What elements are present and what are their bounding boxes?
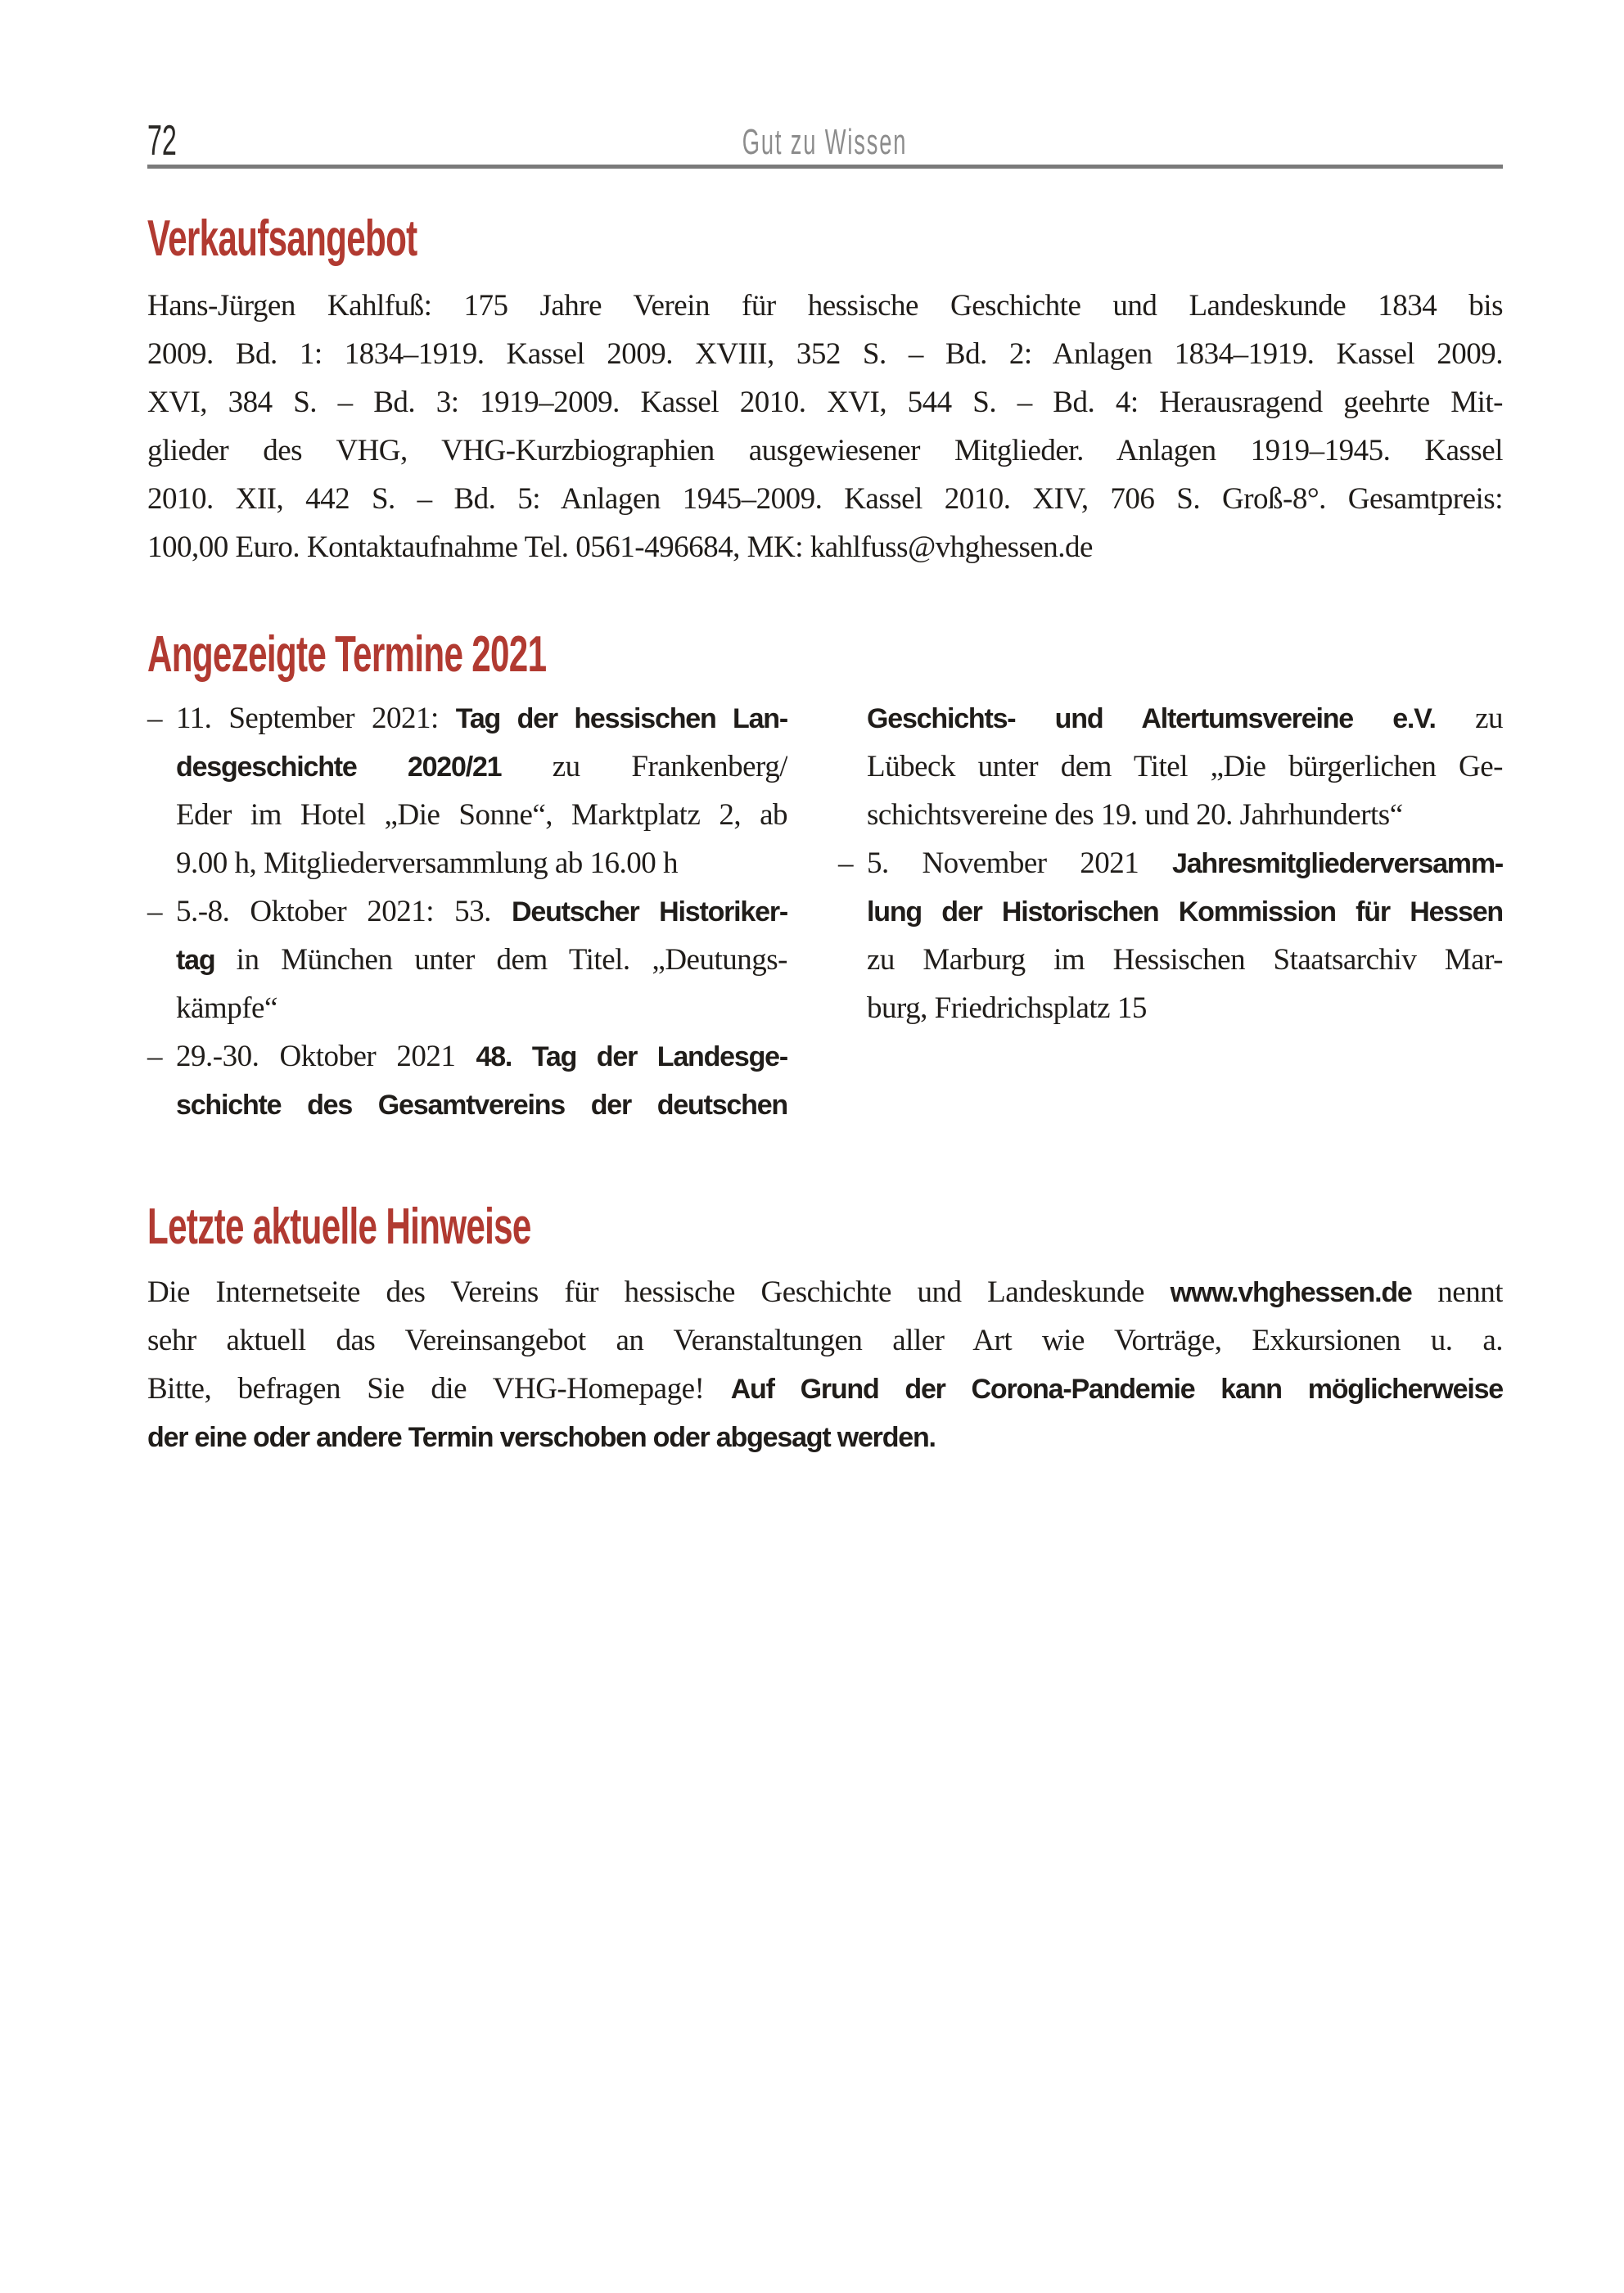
text-line bbox=[147, 1365, 1503, 1413]
text-run: 11. September 2021: bbox=[176, 702, 456, 735]
text-run: zu Frankenberg/ bbox=[552, 750, 787, 783]
text-line bbox=[147, 427, 1503, 475]
bullet-dash: – bbox=[838, 846, 854, 880]
text-line bbox=[176, 694, 787, 743]
bold-text-run: www.vhghessen.de bbox=[1170, 1277, 1412, 1308]
text-run: schichtsvereine des 19. und 20. Jahrhunderts“ bbox=[867, 798, 1403, 832]
text-run: Hans-Jürgen Kahlfuß: 175 Jahre Verein für hessische Geschichte und Landeskunde 1834 bis bbox=[147, 289, 1503, 323]
text-run: in München unter dem Titel. „Deutungs- bbox=[236, 943, 787, 977]
text-run: XVI, 384 S. – Bd. 3: 1919–2009. Kassel 2010. XVI, 544 S. – Bd. 4: Herausragend geehrte Mit- bbox=[147, 386, 1503, 419]
bold-text-run: Tag der hessischen Lan- bbox=[455, 703, 787, 734]
bold-text-run: lung der Historischen Kommission für Hessen bbox=[867, 896, 1503, 928]
list-item bbox=[147, 887, 787, 1032]
text-run: 29.-30. Oktober 2021 bbox=[176, 1040, 476, 1073]
text-line bbox=[867, 984, 1503, 1032]
text-run: 2010. XII, 442 S. – Bd. 5: Anlagen 1945–2009. Kassel 2010. XIV, 706 S. Groß-8°. Gesamtpreis: bbox=[147, 482, 1503, 516]
bold-text-run: Geschichts- und Altertumsvereine e.V. bbox=[867, 703, 1476, 734]
text-line bbox=[867, 694, 1503, 743]
text-line bbox=[176, 1032, 787, 1081]
text-line bbox=[176, 887, 787, 936]
bold-text-run: Auf Grund der Corona-Pandemie kann möglicherweise bbox=[730, 1374, 1503, 1405]
running-header bbox=[147, 124, 1503, 160]
list-item bbox=[147, 1032, 787, 1129]
text-run: Die Internetseite des Vereins für hessische Geschichte und Landeskunde bbox=[147, 1275, 1171, 1309]
text-run: 9.00 h, Mitgliederversammlung ab 16.00 h bbox=[176, 846, 679, 880]
text-run: zu Marburg im Hessischen Staatsarchiv Mar- bbox=[867, 943, 1503, 977]
section-title-hinweise: Letzte aktuelle Hinweise bbox=[147, 1198, 531, 1255]
text-line bbox=[147, 1268, 1503, 1316]
bold-text-run: Deutscher Historiker- bbox=[512, 896, 787, 928]
text-run: Bitte, befragen Sie die VHG-Homepage! bbox=[147, 1372, 731, 1406]
bullet-dash: – bbox=[147, 895, 163, 928]
text-run: Eder im Hotel „Die Sonne“, Marktplatz 2, ab bbox=[176, 798, 787, 832]
text-line bbox=[147, 282, 1503, 330]
text-line bbox=[176, 791, 787, 839]
bold-text-run: schichte des Gesamtvereins der deutschen bbox=[176, 1090, 787, 1121]
text-run: 100,00 Euro. Kontaktaufnahme Tel. 0561-496684, MK: kahlfuss@vhghessen.de bbox=[147, 530, 1093, 564]
termine-column-right bbox=[838, 694, 1503, 1129]
bold-text-run: desgeschichte 2020/21 bbox=[176, 752, 553, 783]
text-run: 2009. Bd. 1: 1834–1919. Kassel 2009. XVIII, 352 S. – Bd. 2: Anlagen 1834–1919. Kassel 2009. bbox=[147, 337, 1503, 371]
list-item bbox=[838, 694, 1503, 839]
list-item bbox=[838, 839, 1503, 1032]
text-run: Lübeck unter dem Titel „Die bürgerlichen Ge- bbox=[867, 750, 1503, 783]
bold-text-run: 48. Tag der Landesge- bbox=[476, 1041, 787, 1072]
bullet-dash: – bbox=[147, 702, 163, 735]
text-run: 5. November 2021 bbox=[867, 846, 1173, 880]
bullet-dash: – bbox=[147, 1040, 163, 1073]
verkaufsangebot-paragraph bbox=[147, 282, 1503, 571]
text-line bbox=[176, 743, 787, 791]
termine-columns bbox=[147, 694, 1503, 1129]
page-content bbox=[147, 210, 1503, 1461]
text-line bbox=[176, 936, 787, 984]
text-run: burg, Friedrichsplatz 15 bbox=[867, 991, 1147, 1025]
text-line bbox=[147, 330, 1503, 378]
text-run: 5.-8. Oktober 2021: 53. bbox=[176, 895, 512, 928]
text-run: sehr aktuell das Vereinsangebot an Veranstaltungen aller Art wie Vorträge, Exkursionen u. a. bbox=[147, 1324, 1503, 1357]
bold-text-run: Jahresmitgliederversamm- bbox=[1172, 848, 1503, 879]
page-number: 72 bbox=[147, 117, 177, 165]
text-line bbox=[867, 743, 1503, 791]
text-run: glieder des VHG, VHG-Kurzbiographien ausgewiesener Mitglieder. Anlagen 1919–1945. Kassel bbox=[147, 434, 1503, 467]
text-line bbox=[176, 1081, 787, 1129]
list-item bbox=[147, 694, 787, 887]
text-line bbox=[147, 1316, 1503, 1365]
section-title-verkaufsangebot: Verkaufsangebot bbox=[147, 210, 417, 267]
text-line bbox=[176, 984, 787, 1032]
termine-column-left bbox=[147, 694, 787, 1129]
text-run: nennt bbox=[1411, 1275, 1503, 1309]
section-title-termine: Angezeigte Termine 2021 bbox=[147, 626, 547, 683]
bold-text-run: tag bbox=[176, 945, 237, 976]
text-run: zu bbox=[1475, 702, 1503, 735]
text-line bbox=[867, 839, 1503, 887]
running-title: Gut zu Wissen bbox=[742, 122, 908, 162]
text-line bbox=[867, 887, 1503, 936]
text-line bbox=[867, 936, 1503, 984]
text-line bbox=[867, 791, 1503, 839]
header-rule bbox=[147, 165, 1503, 169]
text-line bbox=[147, 378, 1503, 427]
text-run: kämpfe“ bbox=[176, 991, 277, 1025]
text-line bbox=[176, 839, 787, 887]
text-line bbox=[147, 475, 1503, 523]
hinweise-paragraph bbox=[147, 1268, 1503, 1461]
bold-text-run: der eine oder andere Termin verschoben oder abgesagt werden. bbox=[147, 1422, 936, 1453]
text-line bbox=[147, 1413, 1503, 1461]
text-line bbox=[147, 523, 1503, 571]
